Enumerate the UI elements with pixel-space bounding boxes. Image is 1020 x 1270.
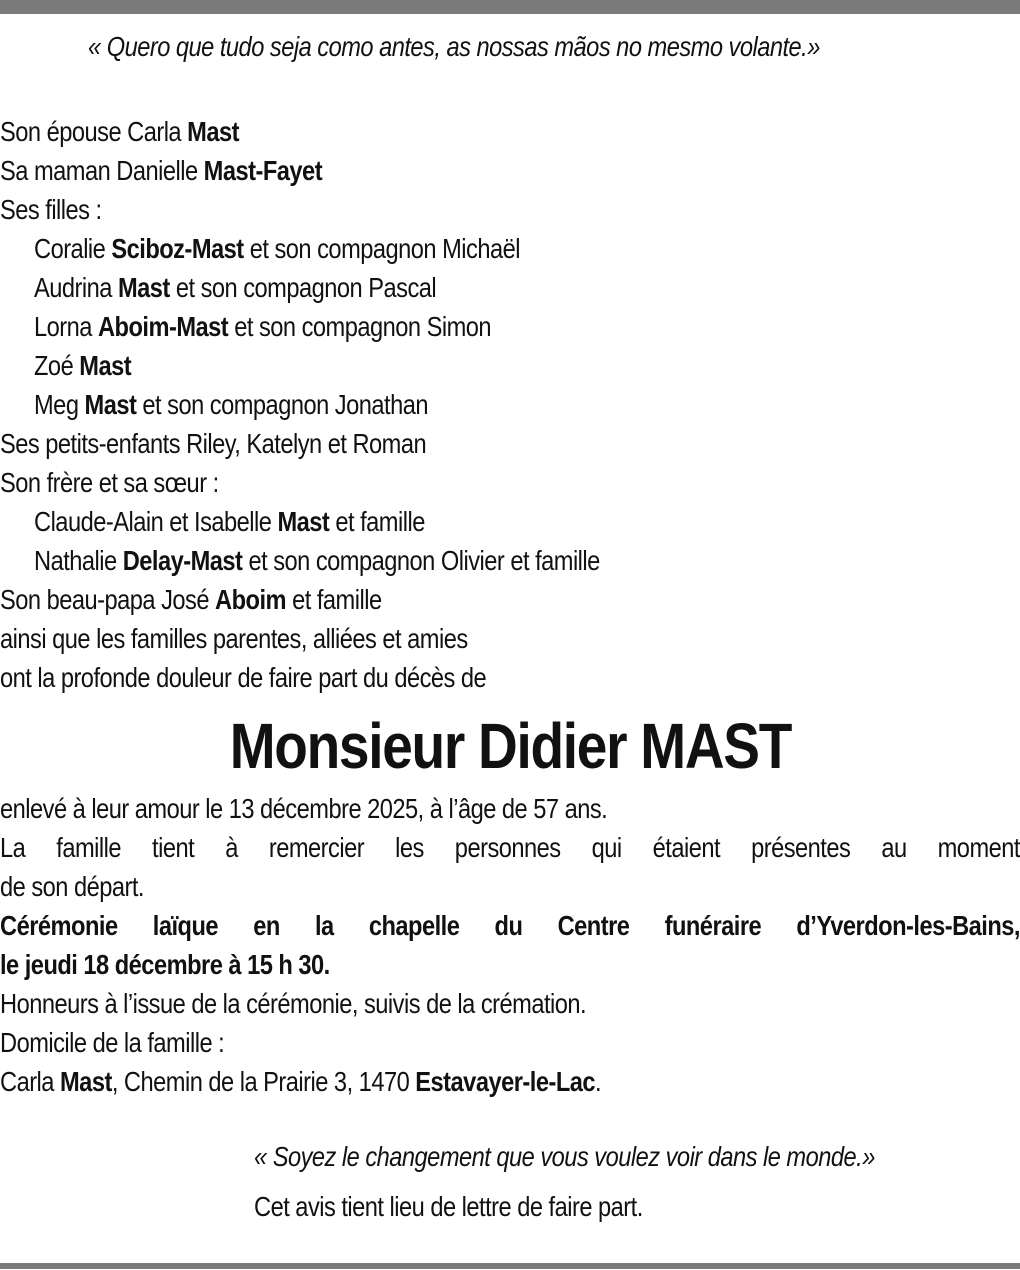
family-line-daughters-heading: Ses filles : [0, 194, 102, 225]
family-line-stepfather: Son beau-papa José Aboim et famille [0, 584, 382, 615]
body-line-death: enlevé à leur amour le 13 décembre 2025, à l’âge de 57 ans. [0, 793, 608, 824]
body-line-honours: Honneurs à l’issue de la cérémonie, suivis de la crémation. [0, 988, 587, 1019]
family-line-daughter: Lorna Aboim-Mast et son compagnon Simon [34, 311, 492, 342]
family-line-mother: Sa maman Danielle Mast-Fayet [0, 155, 323, 186]
body-line-ceremony-date: le jeudi 18 décembre à 15 h 30. [0, 949, 330, 980]
bottom-rule [0, 1263, 1020, 1269]
epigraph-bottom: « Soyez le changement que vous voulez voir dans le monde.» [254, 1141, 875, 1172]
family-line-relatives: ainsi que les familles parentes, alliées et amies [0, 623, 468, 654]
body-line-thanks: La famille tient à remercier les personnes qui étaient présentes au moment [0, 832, 1020, 863]
family-line-announcement: ont la profonde douleur de faire part du décès de [0, 662, 487, 693]
family-line-daughter: Audrina Mast et son compagnon Pascal [34, 272, 437, 303]
body-line-thanks-cont: de son départ. [0, 871, 144, 902]
family-line-daughter: Coralie Sciboz-Mast et son compagnon Michaël [34, 233, 521, 264]
family-line-daughter: Meg Mast et son compagnon Jonathan [34, 389, 428, 420]
family-line-siblings-heading: Son frère et sa sœur : [0, 467, 219, 498]
family-line-grandchildren: Ses petits-enfants Riley, Katelyn et Roman [0, 428, 427, 459]
family-line-daughter: Zoé Mast [34, 350, 132, 381]
top-rule [0, 0, 1020, 14]
epigraph-top: « Quero que tudo seja como antes, as nossas mãos no mesmo volante.» [88, 31, 820, 62]
family-line-sibling: Nathalie Delay-Mast et son compagnon Olivier et famille [34, 545, 600, 576]
deceased-name: Monsieur Didier MAST [229, 710, 791, 782]
body-line-ceremony: Cérémonie laïque en la chapelle du Centre funéraire d’Yverdon-les-Bains, [0, 910, 1020, 941]
family-line-spouse: Son épouse Carla Mast [0, 116, 239, 147]
body-line-address: Carla Mast, Chemin de la Prairie 3, 1470 Estavayer-le-Lac. [0, 1066, 602, 1097]
body-line-domicile-heading: Domicile de la famille : [0, 1027, 225, 1058]
family-line-sibling: Claude-Alain et Isabelle Mast et famille [34, 506, 425, 537]
closing-statement: Cet avis tient lieu de lettre de faire part. [254, 1191, 643, 1222]
